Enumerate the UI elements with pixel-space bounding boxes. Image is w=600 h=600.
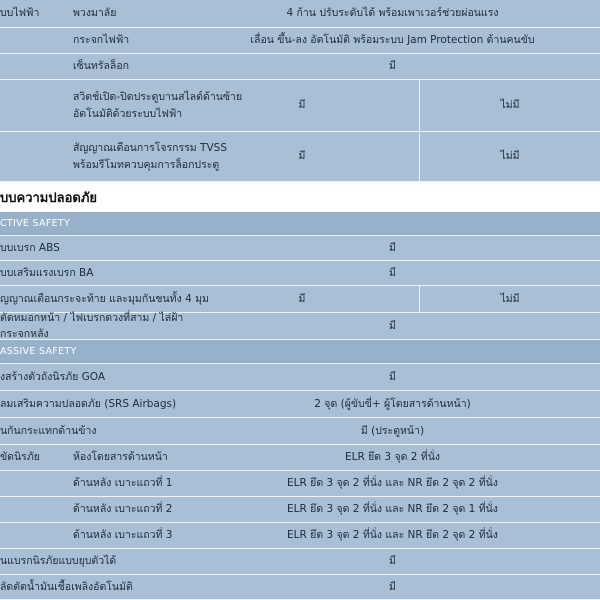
row-sublabel: ด้านหลัง เบาะแถวที่ 1 xyxy=(73,477,173,490)
spec-row-collapsible-column xyxy=(0,549,600,575)
spec-row-abs xyxy=(0,236,600,261)
row-value: 4 ก้าน ปรับระดับได้ พร้อมเพาเวอร์ช่วยผ่อนแรง xyxy=(286,7,499,20)
row-label: งสร้างตัวถังนิรภัย GOA xyxy=(0,370,106,383)
row-sublabel-line2: พร้อมรีโมทควบคุมการล็อกประตู xyxy=(73,158,220,171)
row-sublabel-line1: สวิตช์เปิด-ปิดประตูบานสไลด์ด้านซ้าย xyxy=(73,91,243,104)
row-value: มี xyxy=(389,370,396,383)
row-value: มี xyxy=(389,319,396,332)
spec-row-sliding-door xyxy=(0,80,600,132)
row-sublabel: ห้องโดยสารด้านหน้า xyxy=(73,451,168,464)
row-label: บบเสริมแรงเบรก BA xyxy=(0,266,94,279)
spec-row-steering xyxy=(0,0,600,28)
spec-row-fuel-cutoff xyxy=(0,575,600,600)
spec-row-goa xyxy=(0,364,600,391)
spec-row-seatbelt-rear-1 xyxy=(0,471,600,497)
row-sublabel: ด้านหลัง เบาะแถวที่ 2 xyxy=(73,503,173,516)
spec-row-fog-lamp xyxy=(0,313,600,340)
row-value: ELR ยึด 3 จุด 2 ที่นั่ง และ NR ยึด 2 จุด 2 ที่นั่ง xyxy=(287,477,498,490)
row-label: นกันกระแทกด้านข้าง xyxy=(0,424,97,437)
row-label: ญญาณเตือนกระจะท้าย และมุมกันชนทั้ง 4 มุม xyxy=(0,292,209,305)
row-label: ตัดหมอกหน้า / ไฟเบรกดวงที่สาม / ไล่ฝ้ากระจกหลัง xyxy=(0,311,184,340)
spec-row-airbags xyxy=(0,391,600,418)
row-sublabel-line1: สัญญาณเตือนการโจรกรรม TVSS xyxy=(73,142,227,155)
spec-row-alarm xyxy=(0,132,600,182)
row-value: ELR ยึด 3 จุด 2 ที่นั่ง xyxy=(345,451,440,464)
row-sublabel-line2: อัตโนมัติด้วยระบบไฟฟ้า xyxy=(73,107,183,120)
row-value: มี xyxy=(389,580,396,593)
section-title-safety: บบความปลอดภัย xyxy=(0,182,600,212)
row-value: มี xyxy=(389,555,396,568)
row-value: มี (ประตูหน้า) xyxy=(360,424,425,437)
subhead-passive-safety: ASSIVE SAFETY xyxy=(0,340,600,364)
row-value: ELR ยึด 3 จุด 2 ที่นั่ง และ NR ยึด 2 จุด 2 ที่นั่ง xyxy=(287,529,498,542)
row-value: เลื่อน ขึ้น-ลง อัตโนมัติ พร้อมระบบ Jam Protection ด้านคนขับ xyxy=(250,34,535,47)
row-sublabel: ด้านหลัง เบาะแถวที่ 3 xyxy=(73,529,173,542)
spec-row-central-lock xyxy=(0,54,600,80)
row-sublabel: พวงมาลัย xyxy=(73,7,117,20)
value-right: ไม่มี xyxy=(500,150,520,163)
row-label: ลมเสริมความปลอดภัย (SRS Airbags) xyxy=(0,397,177,410)
row-value: มี xyxy=(389,266,396,279)
row-sublabel: เซ็นทรัลล็อก xyxy=(73,60,129,73)
subhead-active-safety: CTIVE SAFETY xyxy=(0,212,600,236)
row-value: มี xyxy=(389,60,396,73)
row-value: มี xyxy=(389,241,396,254)
spec-row-seatbelt-front xyxy=(0,445,600,471)
value-left: มี xyxy=(298,292,306,305)
category-label: บบไฟฟ้า xyxy=(0,7,40,20)
row-label: นแบรกนิรภัยแบบยุบตัวได้ xyxy=(0,555,117,568)
spec-row-seatbelt-rear-2 xyxy=(0,497,600,523)
value-right: ไม่มี xyxy=(500,292,520,305)
value-left: มี xyxy=(298,150,306,163)
row-label: ขัดนิรภัย xyxy=(0,451,40,464)
spec-row-power-window xyxy=(0,28,600,54)
value-left: มี xyxy=(298,99,306,112)
row-value: ELR ยึด 3 จุด 2 ที่นั่ง และ NR ยึด 2 จุด 1 ที่นั่ง xyxy=(287,503,498,516)
value-right: ไม่มี xyxy=(500,99,520,112)
spec-row-seatbelt-rear-3 xyxy=(0,523,600,549)
row-value: 2 จุด (ผู้ขับขี่+ ผู้โดยสารด้านหน้า) xyxy=(314,397,471,410)
spec-row-ba xyxy=(0,261,600,286)
row-label: บบเบรก ABS xyxy=(0,241,60,254)
row-sublabel: กระจกไฟฟ้า xyxy=(73,34,130,47)
spec-row-side-impact xyxy=(0,418,600,445)
row-label: ลัดตัดน้ำมันเชื้อเพลิงอัตโนมัติ xyxy=(0,580,133,593)
